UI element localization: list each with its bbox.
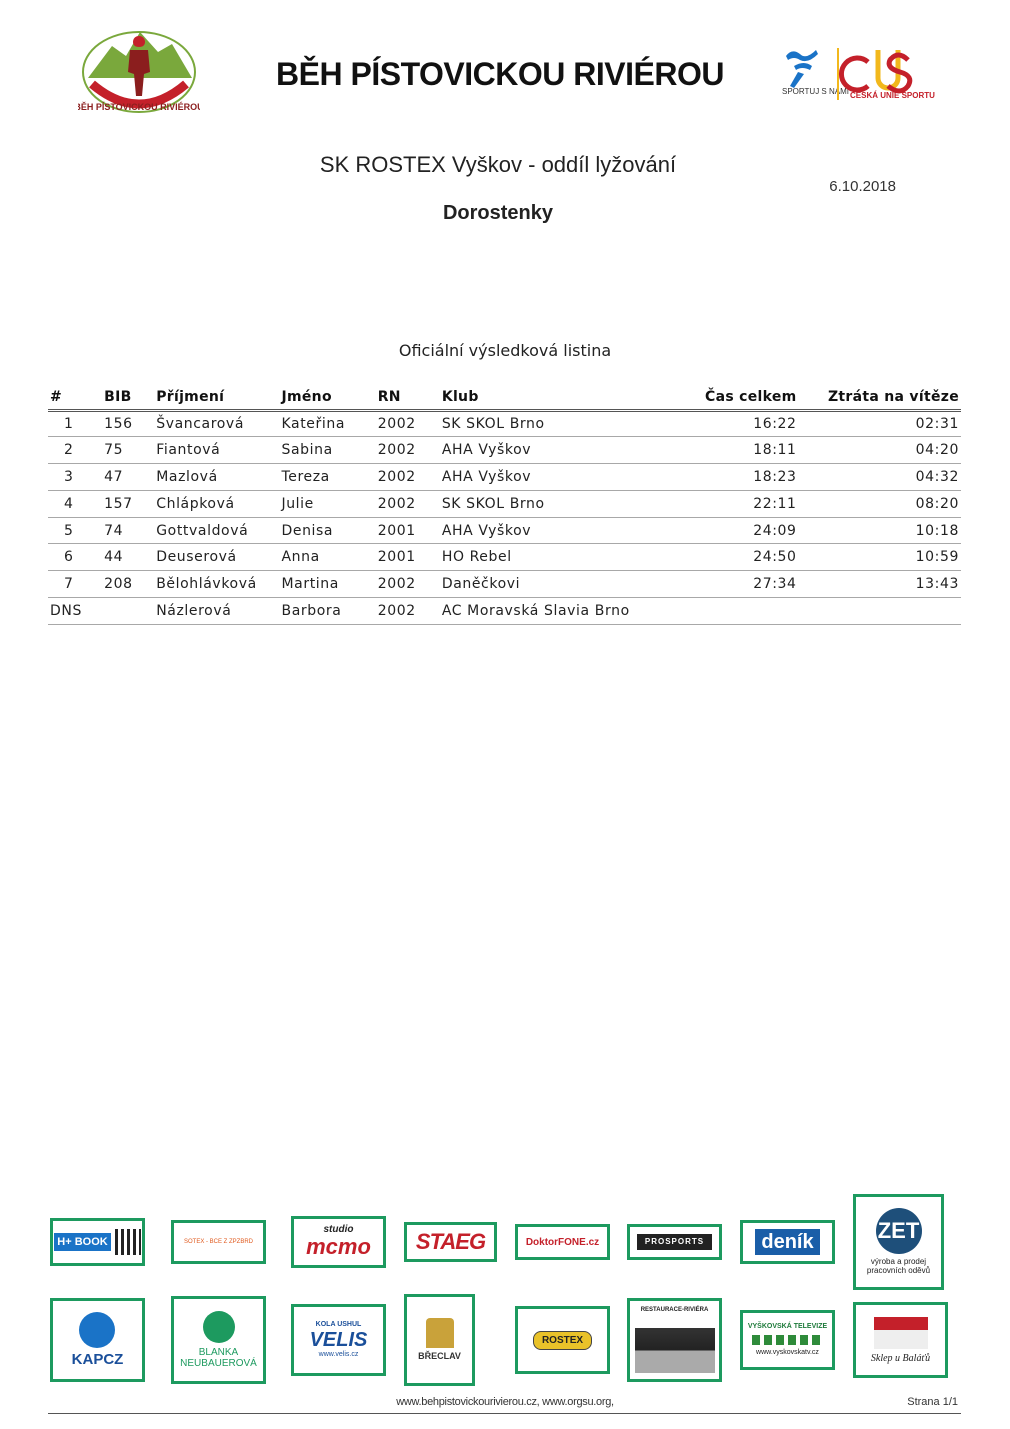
cell-rank: 2 (48, 437, 102, 464)
sponsor-prosports-label: PROSPORTS (637, 1234, 712, 1251)
cell-loss: 04:20 (799, 437, 961, 464)
sponsor-studio-mcmo (291, 1216, 386, 1268)
cell-club: SK SKOL Brno (440, 410, 636, 437)
sponsor-doktorfone (515, 1224, 610, 1260)
sponsor-sotex-label: SOTEX - BCE Z ZPZBRD (183, 1238, 253, 1245)
category-title: Dorostenky (442, 202, 554, 224)
sponsor-blanka (171, 1296, 266, 1384)
race-date: 6.10.2018 (829, 178, 896, 195)
sponsor-denik-label: deník (755, 1229, 819, 1255)
sponsor-staeg (404, 1222, 497, 1262)
cell-rank: 5 (48, 517, 102, 544)
header-rn: RN (376, 386, 440, 410)
cell-bib: 44 (102, 544, 154, 571)
sponsor-kapcz-label: KAPCZ (71, 1350, 124, 1368)
sponsor-sklep (853, 1302, 948, 1378)
table-row (48, 410, 961, 437)
footer-page-number: Strana 1/1 (907, 1396, 958, 1408)
cell-surname: Chlápková (154, 490, 279, 517)
sponsor-hbook (50, 1218, 145, 1266)
footer-url: www.behpistovickourivierou.cz, www.orgsu.org, (396, 1396, 614, 1408)
cell-bib: 74 (102, 517, 154, 544)
cell-loss: 10:59 (799, 544, 961, 571)
header-time: Čas celkem (636, 386, 798, 410)
sponsor-denik (740, 1220, 835, 1264)
tv-bars-icon (752, 1335, 822, 1345)
cell-time: 18:23 (636, 464, 798, 491)
cell-rn: 2001 (376, 544, 440, 571)
sponsor-studio-main: mcmo (306, 1234, 371, 1260)
cell-club: AC Moravská Slavia Brno (440, 598, 636, 625)
cell-club: AHA Vyškov (440, 464, 636, 491)
cell-rn: 2002 (376, 410, 440, 437)
cell-club: HO Rebel (440, 544, 636, 571)
cell-bib (102, 598, 154, 625)
sponsor-sotex (171, 1220, 266, 1264)
cell-time: 18:11 (636, 437, 798, 464)
cell-name: Anna (279, 544, 375, 571)
cell-rank: 4 (48, 490, 102, 517)
cell-surname: Bělohlávková (154, 571, 279, 598)
table-row (48, 571, 961, 598)
cell-rank: DNS (48, 598, 102, 625)
cell-bib: 157 (102, 490, 154, 517)
cell-loss: 13:43 (799, 571, 961, 598)
cell-name: Barbora (279, 598, 375, 625)
brewery-icon (426, 1318, 454, 1348)
sponsor-riviera (627, 1298, 722, 1382)
results-subtitle: Oficiální výsledková listina (398, 341, 612, 360)
sponsor-rostex-label: ROSTEX (533, 1331, 592, 1350)
cell-rn: 2002 (376, 571, 440, 598)
cell-surname: Mazlová (154, 464, 279, 491)
cell-time: 22:11 (636, 490, 798, 517)
header-rank: # (48, 386, 102, 410)
svg-text:SPORTUJ S NÁMI: SPORTUJ S NÁMI (782, 87, 849, 96)
cell-name: Denisa (279, 517, 375, 544)
cell-name: Tereza (279, 464, 375, 491)
cell-loss: 02:31 (799, 410, 961, 437)
cell-time: 16:22 (636, 410, 798, 437)
sponsor-rostex (515, 1306, 610, 1374)
header-bib: BIB (102, 386, 154, 410)
sponsor-velis (291, 1304, 386, 1376)
sponsor-staeg-label: STAEG (415, 1228, 486, 1254)
sponsor-breclav (404, 1294, 475, 1386)
cell-surname: Fiantová (154, 437, 279, 464)
header-surname: Příjmení (154, 386, 279, 410)
cell-rank: 6 (48, 544, 102, 571)
table-header-row (48, 386, 961, 410)
sport-union-logo (780, 44, 945, 104)
cell-name: Sabina (279, 437, 375, 464)
sponsor-velis-url: www.velis.cz (318, 1351, 359, 1358)
svg-text:BĚH PÍSTOVICKOU RIVIÉROU: BĚH PÍSTOVICKOU RIVIÉROU (78, 102, 200, 112)
cell-club: SK SKOL Brno (440, 490, 636, 517)
results-table (48, 386, 961, 625)
cell-time: 24:50 (636, 544, 798, 571)
sponsor-riviera-label: RESTAURACE-RIVIÉRA (640, 1307, 709, 1314)
table-row (48, 517, 961, 544)
cellar-house-icon (874, 1317, 928, 1349)
cell-surname: Švancarová (154, 410, 279, 437)
header-club: Klub (440, 386, 636, 410)
kapcz-drop-icon (79, 1312, 115, 1348)
sponsor-zet-text: výroba a prodej pracovních oděvů (866, 1257, 931, 1275)
cell-name: Martina (279, 571, 375, 598)
cell-rn: 2002 (376, 598, 440, 625)
sponsor-kapcz (50, 1298, 145, 1382)
cell-time: 24:09 (636, 517, 798, 544)
cell-rank: 1 (48, 410, 102, 437)
cell-rn: 2002 (376, 464, 440, 491)
cell-club: AHA Vyškov (440, 517, 636, 544)
cell-club: Daněčkovi (440, 571, 636, 598)
cell-rank: 7 (48, 571, 102, 598)
sponsor-velis-label: VELIS (309, 1329, 368, 1351)
page-title: BĚH PÍSTOVICKOU RIVIÉROU (276, 56, 724, 92)
cell-rn: 2002 (376, 490, 440, 517)
sponsor-velis-top: KOLA USHUL (315, 1321, 362, 1329)
sponsor-prosports (627, 1224, 722, 1260)
cell-name: Julie (279, 490, 375, 517)
sponsor-vyskov-tv (740, 1310, 835, 1370)
sponsor-breclav-label: BŘECLAV (418, 1351, 461, 1362)
table-row (48, 598, 961, 625)
tooth-icon (203, 1311, 235, 1343)
cell-club: AHA Vyškov (440, 437, 636, 464)
table-row (48, 490, 961, 517)
cell-bib: 156 (102, 410, 154, 437)
cell-name: Kateřina (279, 410, 375, 437)
sponsor-vyskov-tv-url: www.vyskovskatv.cz (756, 1349, 819, 1356)
cell-bib: 47 (102, 464, 154, 491)
cell-loss: 10:18 (799, 517, 961, 544)
header-name: Jméno (279, 386, 375, 410)
table-row (48, 464, 961, 491)
sponsor-zet-logo: ZET (876, 1208, 922, 1254)
restaurant-photo-icon (635, 1317, 715, 1373)
race-logo (78, 26, 200, 114)
cell-bib: 208 (102, 571, 154, 598)
sponsor-blanka-label: BLANKA NEUBAUEROVÁ (180, 1347, 257, 1369)
sponsor-vyskov-tv-label: VYŠKOVSKÁ TELEVIZE (747, 1323, 828, 1331)
club-name: SK ROSTEX Vyškov - oddíl lyžování (319, 152, 677, 177)
cell-loss: 08:20 (799, 490, 961, 517)
header-loss: Ztráta na vítěze (799, 386, 961, 410)
cell-time: 27:34 (636, 571, 798, 598)
sponsor-studio-top: studio (323, 1224, 354, 1236)
table-row (48, 544, 961, 571)
sponsor-sklep-label: Sklep u Baláťů (870, 1352, 931, 1364)
cell-time (636, 598, 798, 625)
cell-surname: Názlerová (154, 598, 279, 625)
sponsor-doktorfone-label: DoktorFONE.cz (525, 1236, 600, 1248)
cell-surname: Deuserová (154, 544, 279, 571)
cell-rn: 2002 (376, 437, 440, 464)
sponsor-hbook-label: H+ BOOK (54, 1233, 110, 1251)
cell-surname: Gottvaldová (154, 517, 279, 544)
footer-divider (48, 1413, 961, 1414)
cell-loss: 04:32 (799, 464, 961, 491)
cell-loss (799, 598, 961, 625)
qr-code-icon (115, 1229, 141, 1255)
cell-rn: 2001 (376, 517, 440, 544)
svg-text:ČESKÁ UNIE SPORTU: ČESKÁ UNIE SPORTU (850, 91, 935, 100)
cell-rank: 3 (48, 464, 102, 491)
sponsor-zet (853, 1194, 944, 1290)
cell-bib: 75 (102, 437, 154, 464)
table-row (48, 437, 961, 464)
